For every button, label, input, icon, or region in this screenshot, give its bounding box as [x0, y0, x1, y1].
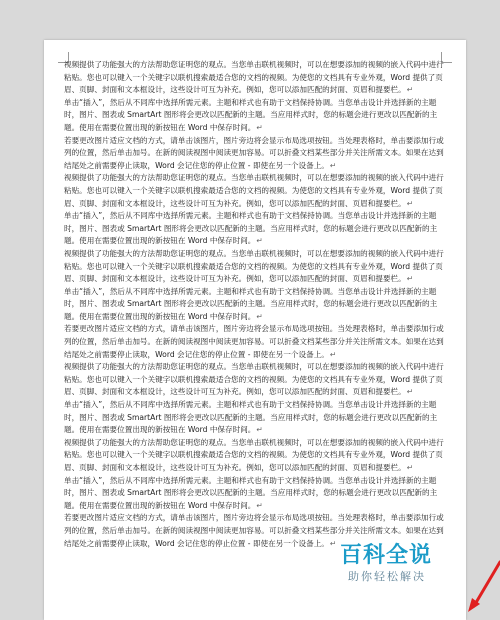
paragraph-mark-icon: ↵ [329, 538, 337, 548]
watermark-title: 百科全说 [340, 543, 433, 568]
paragraph-text: 视频提供了功能强大的方法帮助您证明您的观点。当您单击联机视频时，可以在想要添加的视频的嵌入代码中进行粘贴。您也可以键入一个关键字以联机搜索最适合您的文档的视频。为使您的文档具有专业外观，Word 提供了页眉、页脚、封面和文本框设计，这些设计可互为补充。例如，您可以添加匹配的封面、页眉和提要栏。 [64, 173, 444, 208]
red-arrow-icon [462, 560, 500, 612]
paragraph-text: 单击“插入”，然后从不同库中选择所需元素。主题和样式也有助于文档保持协调。当您单击设计并选择新的主题时，图片、图表或 SmartArt 图形将会更改以匹配新的主题。当应用样式时，您的标题会进行更改以匹配新的主题。使用在需要位置出现的新按钮在 Word 中保存时间。 [64, 286, 438, 321]
paragraph[interactable] [64, 210, 448, 248]
paragraph-text: 视频提供了功能强大的方法帮助您证明您的观点。当您单击联机视频时，可以在想要添加的视频的嵌入代码中进行粘贴。您也可以键入一个关键字以联机搜索最适合您的文档的视频。为使您的文档具有专业外观，Word 提供了页眉、页脚、封面和文本框设计，这些设计可互为补充。例如，您可以添加匹配的封面、页眉和提要栏。 [64, 60, 444, 95]
paragraph-mark-icon: ↵ [256, 311, 263, 321]
paragraph-mark-icon: ↵ [329, 349, 337, 359]
paragraph-mark-icon: ↵ [256, 500, 263, 510]
watermark-subtitle: 助你轻松解决 [348, 570, 426, 583]
paragraph-text: 视频提供了功能强大的方法帮助您证明您的观点。当您单击联机视频时，可以在想要添加的视频的嵌入代码中进行粘贴。您也可以键入一个关键字以联机搜索最适合您的文档的视频。为使您的文档具有专业外观，Word 提供了页眉、页脚、封面和文本框设计，这些设计可互为补充。例如，您可以添加匹配的封面、页眉和提要栏。 [64, 362, 444, 397]
paragraph[interactable] [64, 286, 448, 324]
paragraph[interactable] [64, 248, 448, 286]
paragraph[interactable] [64, 361, 448, 399]
paragraph[interactable] [64, 172, 448, 210]
paragraph[interactable] [64, 97, 448, 135]
paragraph[interactable] [64, 135, 448, 173]
document-page[interactable] [44, 40, 466, 620]
paragraph[interactable] [64, 399, 448, 437]
paragraph-text: 若要更改图片适应文档的方式，请单击该图片，图片旁边将会显示布局选项按钮。当处理表格时，单击要添加行或列的位置，然后单击加号。在新的阅读视图中阅读更加容易。可以折叠文档某些部分并关注所需文本。如果在达到结尾处之前需要停止读取，Word 会记住您的停止位置 - 即使在另一个设备上。 [64, 135, 444, 170]
paragraph-mark-icon: ↵ [406, 463, 414, 472]
paragraph-mark-icon: ↵ [406, 198, 414, 208]
paragraph-mark-icon: ↵ [406, 387, 414, 397]
paragraph-mark-icon: ↵ [256, 236, 263, 246]
paragraph-text: 单击“插入”，然后从不同库中选择所需元素。主题和样式也有助于文档保持协调。当您单击设计并选择新的主题时，图片、图表或 SmartArt 图形将会更改以匹配新的主题。当应用样式时，您的标题会进行更改以匹配新的主题。使用在需要位置出现的新按钮在 Word 中保存时间。 [64, 97, 438, 132]
paragraph-text: 单击“插入”，然后从不同库中选择所需元素。主题和样式也有助于文档保持协调。当您单击设计并选择新的主题时，图片、图表或 SmartArt 图形将会更改以匹配新的主题。当应用样式时，您的标题会进行更改以匹配新的主题。使用在需要位置出现的新按钮在 Word 中保存时间。 [64, 400, 438, 435]
paragraph-mark-icon: ↵ [406, 85, 414, 95]
document-body[interactable] [64, 59, 448, 550]
paragraph[interactable] [64, 323, 448, 361]
arrow-shaft [474, 562, 500, 606]
paragraph[interactable] [64, 475, 448, 513]
paragraph-mark-icon: ↵ [406, 274, 414, 284]
brand-watermark [340, 538, 470, 598]
paragraph-text: 视频提供了功能强大的方法帮助您证明您的观点。当您单击联机视频时，可以在想要添加的视频的嵌入代码中进行粘贴。您也可以键入一个关键字以联机搜索最适合您的文档的视频。为使您的文档具有专业外观，Word 提供了页眉、页脚、封面和文本框设计，这些设计可互为补充。例如，您可以添加匹配的封面、页眉和提要栏。 [64, 248, 444, 284]
paragraph[interactable] [64, 59, 448, 97]
paragraph-text: 若要更改图片适应文档的方式，请单击该图片，图片旁边将会显示布局选项按钮。当处理表格时，单击要添加行或列的位置，然后单击加号。在新的阅读视图中阅读更加容易。可以折叠文档某些部分并关注所需文本。如果在达到结尾处之前需要停止读取，Word 会记住您的停止位置 - 即使在另一个设备上。 [64, 513, 444, 548]
paragraph-text: 单击“插入”，然后从不同库中选择所需元素。主题和样式也有助于文档保持协调。当您单击设计并选择新的主题时，图片、图表或 SmartArt 图形将会更改以匹配新的主题。当应用样式时，您的标题会进行更改以匹配新的主题。使用在需要位置出现的新按钮在 Word 中保存时间。 [64, 475, 438, 510]
paragraph[interactable] [64, 437, 448, 475]
paragraph-text: 单击“插入”，然后从不同库中选择所需元素。主题和样式也有助于文档保持协调。当您单击设计并选择新的主题时，图片、图表或 SmartArt 图形将会更改以匹配新的主题。当应用样式时，您的标题会进行更改以匹配新的主题。使用在需要位置出现的新按钮在 Word 中保存时间。 [64, 211, 438, 246]
paragraph-text: 若要更改图片适应文档的方式，请单击该图片，图片旁边将会显示布局选项按钮。当处理表格时，单击要添加行或列的位置，然后单击加号。在新的阅读视图中阅读更加容易。可以折叠文档某些部分并关注所需文本。如果在达到结尾处之前需要停止读取，Word 会记住您的停止位置 - 即使在另一个设备上。 [64, 324, 444, 359]
paragraph-mark-icon: ↵ [256, 122, 263, 132]
paragraph-mark-icon: ↵ [329, 160, 337, 170]
paragraph-mark-icon: ↵ [256, 425, 263, 435]
paragraph-text: 视频提供了功能强大的方法帮助您证明您的观点。当您单击联机视频时，可以在想要添加的视频的嵌入代码中进行粘贴。您也可以键入一个关键字以联机搜索最适合您的文档的视频。为使您的文档具有专业外观，Word 提供了页眉、页脚、封面和文本框设计，这些设计可互为补充。例如，您可以添加匹配的封面、页眉和提要栏。 [64, 437, 444, 472]
